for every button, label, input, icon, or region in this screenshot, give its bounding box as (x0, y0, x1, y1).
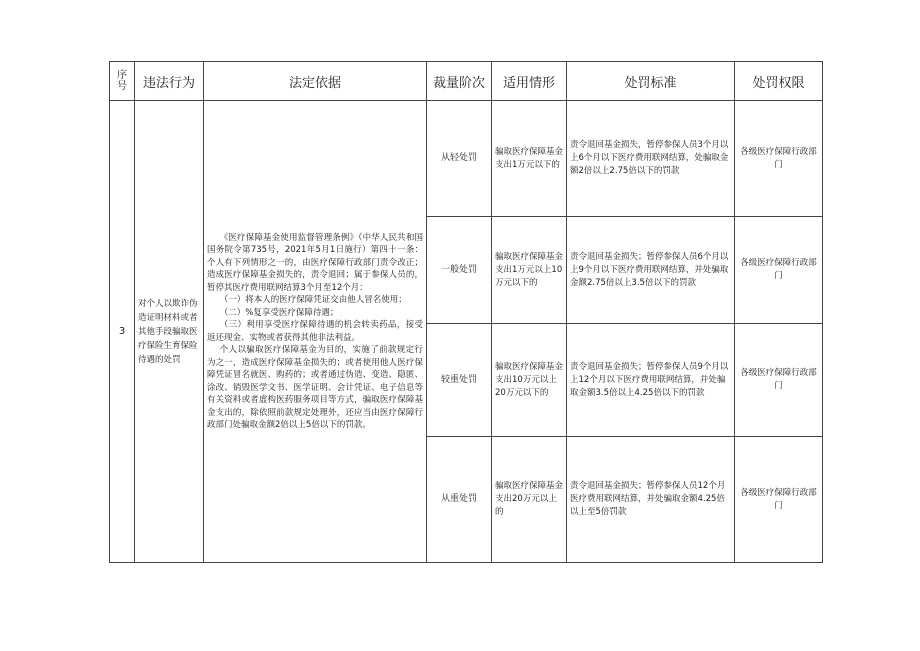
legal-basis (204, 101, 427, 563)
level-cell: 从重处罚 (427, 437, 492, 563)
row-seq: 3 (110, 101, 135, 563)
header-level: 裁量阶次 (427, 62, 492, 101)
level-cell: 一般处罚 (427, 217, 492, 324)
header-act: 违法行为 (135, 62, 204, 101)
standard-cell: 责令退回基金损失；暂停参保人员12个月医疗费用联网结算，并处骗取金额4.25倍以上至5倍罚款 (567, 437, 735, 563)
basis-paragraph: （三）利用享受医疗保障待遇的机会转卖药品，接受返还现金、实物或者获得其他非法利益。 (207, 320, 423, 343)
authority-cell: 各级医疗保障行政部门 (735, 217, 823, 324)
level-cell: 从轻处罚 (427, 101, 492, 217)
situation-cell: 骗取医疗保障基金支出10万元以上20万元以下的 (492, 324, 567, 437)
standard-cell: 责令退回基金损失；暂停参保人员9个月以上12个月以下医疗费用联网结算，并处骗取金额3.5倍以上4.25倍以下的罚款 (567, 324, 735, 437)
authority-cell: 各级医疗保障行政部门 (735, 324, 823, 437)
authority-cell: 各级医疗保障行政部门 (735, 437, 823, 563)
basis-paragraph: （一）将本人的医疗保障凭证交由他人冒名使用； (219, 295, 407, 305)
header-situation: 适用情形 (492, 62, 567, 101)
header-basis: 法定依据 (204, 62, 427, 101)
header-row (110, 62, 823, 101)
authority-cell: 各级医疗保障行政部门 (735, 101, 823, 217)
situation-cell: 骗取医疗保障基金支出1万元以下的 (492, 101, 567, 217)
header-standard: 处罚标准 (567, 62, 735, 101)
header-authority: 处罚权限 (735, 62, 823, 101)
basis-paragraph: 《医疗保障基金使用监督管理条例》（中华人民共和国国务院令第735号，2021年5月1日施行）第四十一条：个人有下列情形之一的，由医疗保障行政部门责令改正；造成医疗保障基金损失的，责令退回；属于参保人员的，暂停其医疗费用联网结算3个月至12个月： (207, 232, 423, 293)
table-row (110, 101, 823, 217)
violation-act: 对个人以欺诈伪造证明材料或者其他手段骗取医疗保险生育保险待遇的处罚 (135, 101, 204, 563)
situation-cell: 骗取医疗保障基金支出20万元以上的 (492, 437, 567, 563)
basis-paragraph: （二）%复享受医疗保障待遇； (219, 307, 339, 318)
standard-cell: 责令退回基金损失，暂停参保人员3个月以上6个月以下医疗费用联网结算，处骗取金额2倍以上2.75倍以下的罚款 (567, 101, 735, 217)
standard-cell: 责令退回基金损失；暂停参保人员6个月以上9个月以下医疗费用联网结算，并处骗取金额2.75倍以上3.5倍以下的罚款 (567, 217, 735, 324)
level-cell: 较重处罚 (427, 324, 492, 437)
situation-cell: 骗取医疗保障基金支出1万元以上10万元以下的 (492, 217, 567, 324)
penalty-table (109, 61, 823, 563)
basis-paragraph: 个人以骗取医疗保障基金为目的，实施了前款规定行为之一，造成医疗保障基金损失的；或者使用他人医疗保障凭证冒名就医、购药的；或者通过伪造、变造、隐匿、涂改、销毁医学文书、医学证明、会计凭证、电子信息等有关资料或者虚构医药服务项目等方式，骗取医疗保障基金支出的，除依照前款规定处理外，还应当由医疗保障行政部门处骗取金额2倍以上5倍以下的罚款。 (207, 345, 423, 430)
header-seq: 序号 (110, 62, 135, 101)
